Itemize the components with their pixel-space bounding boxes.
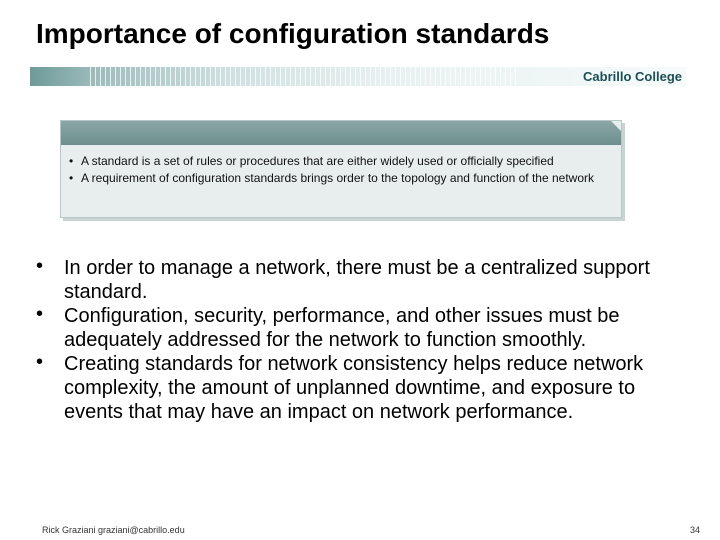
slide-title: Importance of configuration standards xyxy=(36,18,550,49)
definition-item: • A requirement of configuration standards brings order to the topology and function of the network xyxy=(69,170,613,187)
main-bullet-item xyxy=(36,304,696,352)
definition-box xyxy=(60,120,622,218)
bullet-icon: • xyxy=(36,351,44,373)
main-bullet-text: In order to manage a network, there must be a centralized support standard. xyxy=(64,257,650,303)
college-logo-text: Cabrillo College xyxy=(583,69,682,84)
definition-item: • A standard is a set of rules or procedures that are either widely used or officially specified xyxy=(69,153,613,170)
main-bullet-list xyxy=(36,256,696,424)
main-bullet-item xyxy=(36,256,696,304)
bullet-icon: • xyxy=(36,303,44,325)
definition-list xyxy=(61,145,621,187)
footer-author: Rick Graziani graziani@cabrillo.edu xyxy=(42,525,185,535)
bullet-icon: • xyxy=(36,255,44,277)
header-band xyxy=(30,67,686,86)
main-bullet-item xyxy=(36,352,696,424)
main-bullet-text: Configuration, security, performance, and other issues must be adequately addressed for the network to function smoothly. xyxy=(64,305,620,351)
page-number: 34 xyxy=(689,525,700,535)
main-bullet-text: Creating standards for network consistency helps reduce network complexity, the amount of unplanned downtime, and exposure to events that may have an impact on network performance. xyxy=(64,353,644,423)
header-band-stripes xyxy=(90,67,520,86)
definition-box-header xyxy=(61,121,621,145)
